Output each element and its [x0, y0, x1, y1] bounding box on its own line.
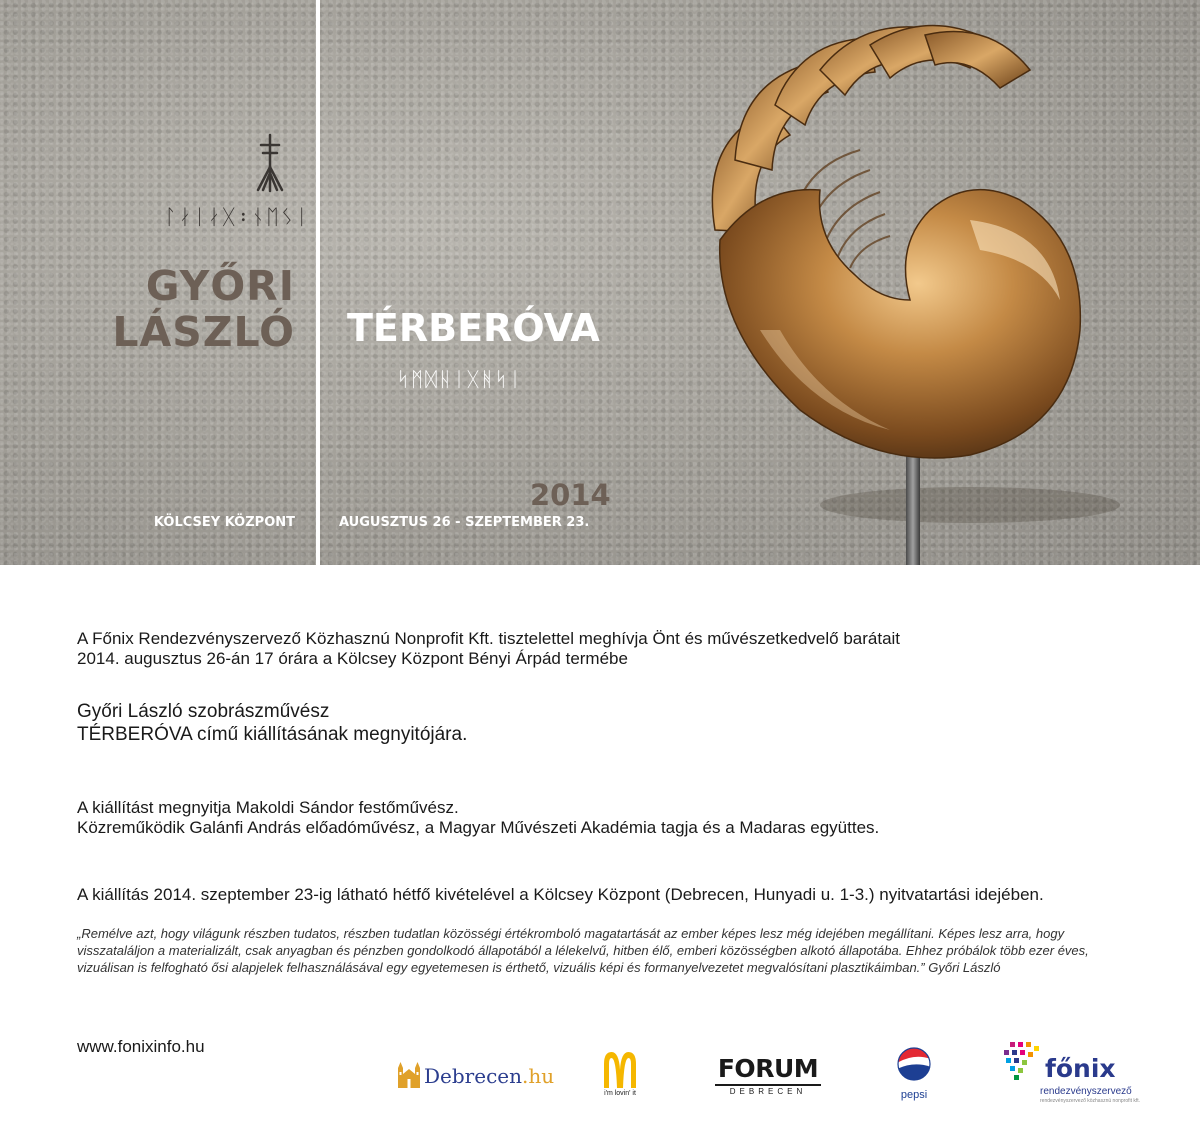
bronze-sculpture-image	[640, 0, 1160, 565]
exhibition-line: TÉRBERÓVA című kiállításának megnyitójára.	[77, 724, 468, 745]
forum-subtitle: DEBRECEN	[729, 1087, 807, 1096]
fonix-legal-name: rendezvényszervező közhasznú nonprofit kft.	[1040, 1098, 1141, 1104]
artist-last-name: LÁSZLÓ	[112, 308, 295, 356]
debrecen-hu-logo	[396, 1058, 556, 1094]
mcdonalds-logo	[598, 1050, 642, 1106]
invitation-intro	[77, 629, 1137, 669]
mcdonalds-slogan: i'm lovin' it	[604, 1090, 636, 1097]
opening-line: A kiállítást megnyitja Makoldi Sándor festőművész.	[77, 798, 459, 817]
invitation-line-1: A Főnix Rendezvényszervező Közhasznú Nonprofit Kft. tisztelettel meghívja Önt és művészetkedvelő barátait	[77, 629, 901, 648]
exhibition-dates: AUGUSZTUS 26 - SZEPTEMBER 23.	[339, 515, 590, 530]
pepsi-logo	[892, 1047, 936, 1103]
banner-divider	[316, 0, 320, 565]
forum-debrecen-logo	[713, 1054, 823, 1098]
artist-first-name: GYŐRI	[145, 262, 295, 310]
forum-word: FORUM	[717, 1054, 819, 1083]
invitation-exhibition	[77, 700, 1137, 746]
fonix-logo	[1000, 1040, 1141, 1106]
venue-label: KÖLCSEY KÖZPONT	[153, 515, 295, 530]
pepsi-globe-icon	[897, 1047, 931, 1081]
fonix-tagline: rendezvényszervező	[1040, 1086, 1132, 1097]
exhibition-title-runic: ᛋᛗᛞᚺᛁᚷᚻᛋᛁ	[397, 367, 523, 391]
pixel-mosaic-icon	[1000, 1040, 1044, 1084]
contributors-line: Közreműködik Galánfi András előadóművész, a Magyar Művészeti Akadémia tagja és a Madaras együttes.	[77, 818, 880, 837]
artist-line: Győri László szobrászművész	[77, 701, 330, 722]
golden-arches-icon	[602, 1050, 638, 1088]
runic-cross-icon	[255, 133, 285, 193]
invitation-line-2: 2014. augusztus 26-án 17 órára a Kölcsey Központ Bényi Árpád termébe	[77, 649, 628, 668]
church-icon	[396, 1060, 422, 1090]
debrecen-name: Debrecen	[424, 1064, 522, 1088]
availability-text: A kiállítás 2014. szeptember 23-ig látható hétfő kivételével a Kölcsey Központ (Debrecen, Hunyadi u. 1-3.) nyitvatartási idejében.	[77, 885, 1044, 904]
pepsi-word: pepsi	[900, 1089, 928, 1101]
invitation-program	[77, 798, 1137, 838]
artist-name-runic: ᛚᛅᛁᛅᚷ᛬ᚾᛖᛊᛁ	[164, 205, 310, 229]
fonix-word: főnix	[1045, 1054, 1116, 1083]
artist-quote: „Remélve azt, hogy világunk részben tudatos, részben tudatlan közösségi értékromboló magatartását az ember képes lesz még idejében megállítani. Képes lesz arra, hogy visszataláljon a materializált, csak anyagban és pénzben gondolkodó állapotából a lélekelvű, hitben élő, emberi közösségben alkotó állapotába. Ehhez próbálok több ezer éves, vizuálisan is felfogható ősi alapjelek felhasználásával egy egyetemesen is érthető, vizuális képi és formanyelvezetet megvalósítani plasztikáimban.” Győri László	[77, 926, 1089, 975]
exhibition-year: 2014	[530, 478, 611, 512]
website-link[interactable]: www.fonixinfo.hu	[77, 1037, 205, 1056]
exhibition-title: TÉRBERÓVA	[347, 306, 600, 350]
debrecen-tld: .hu	[522, 1064, 555, 1088]
